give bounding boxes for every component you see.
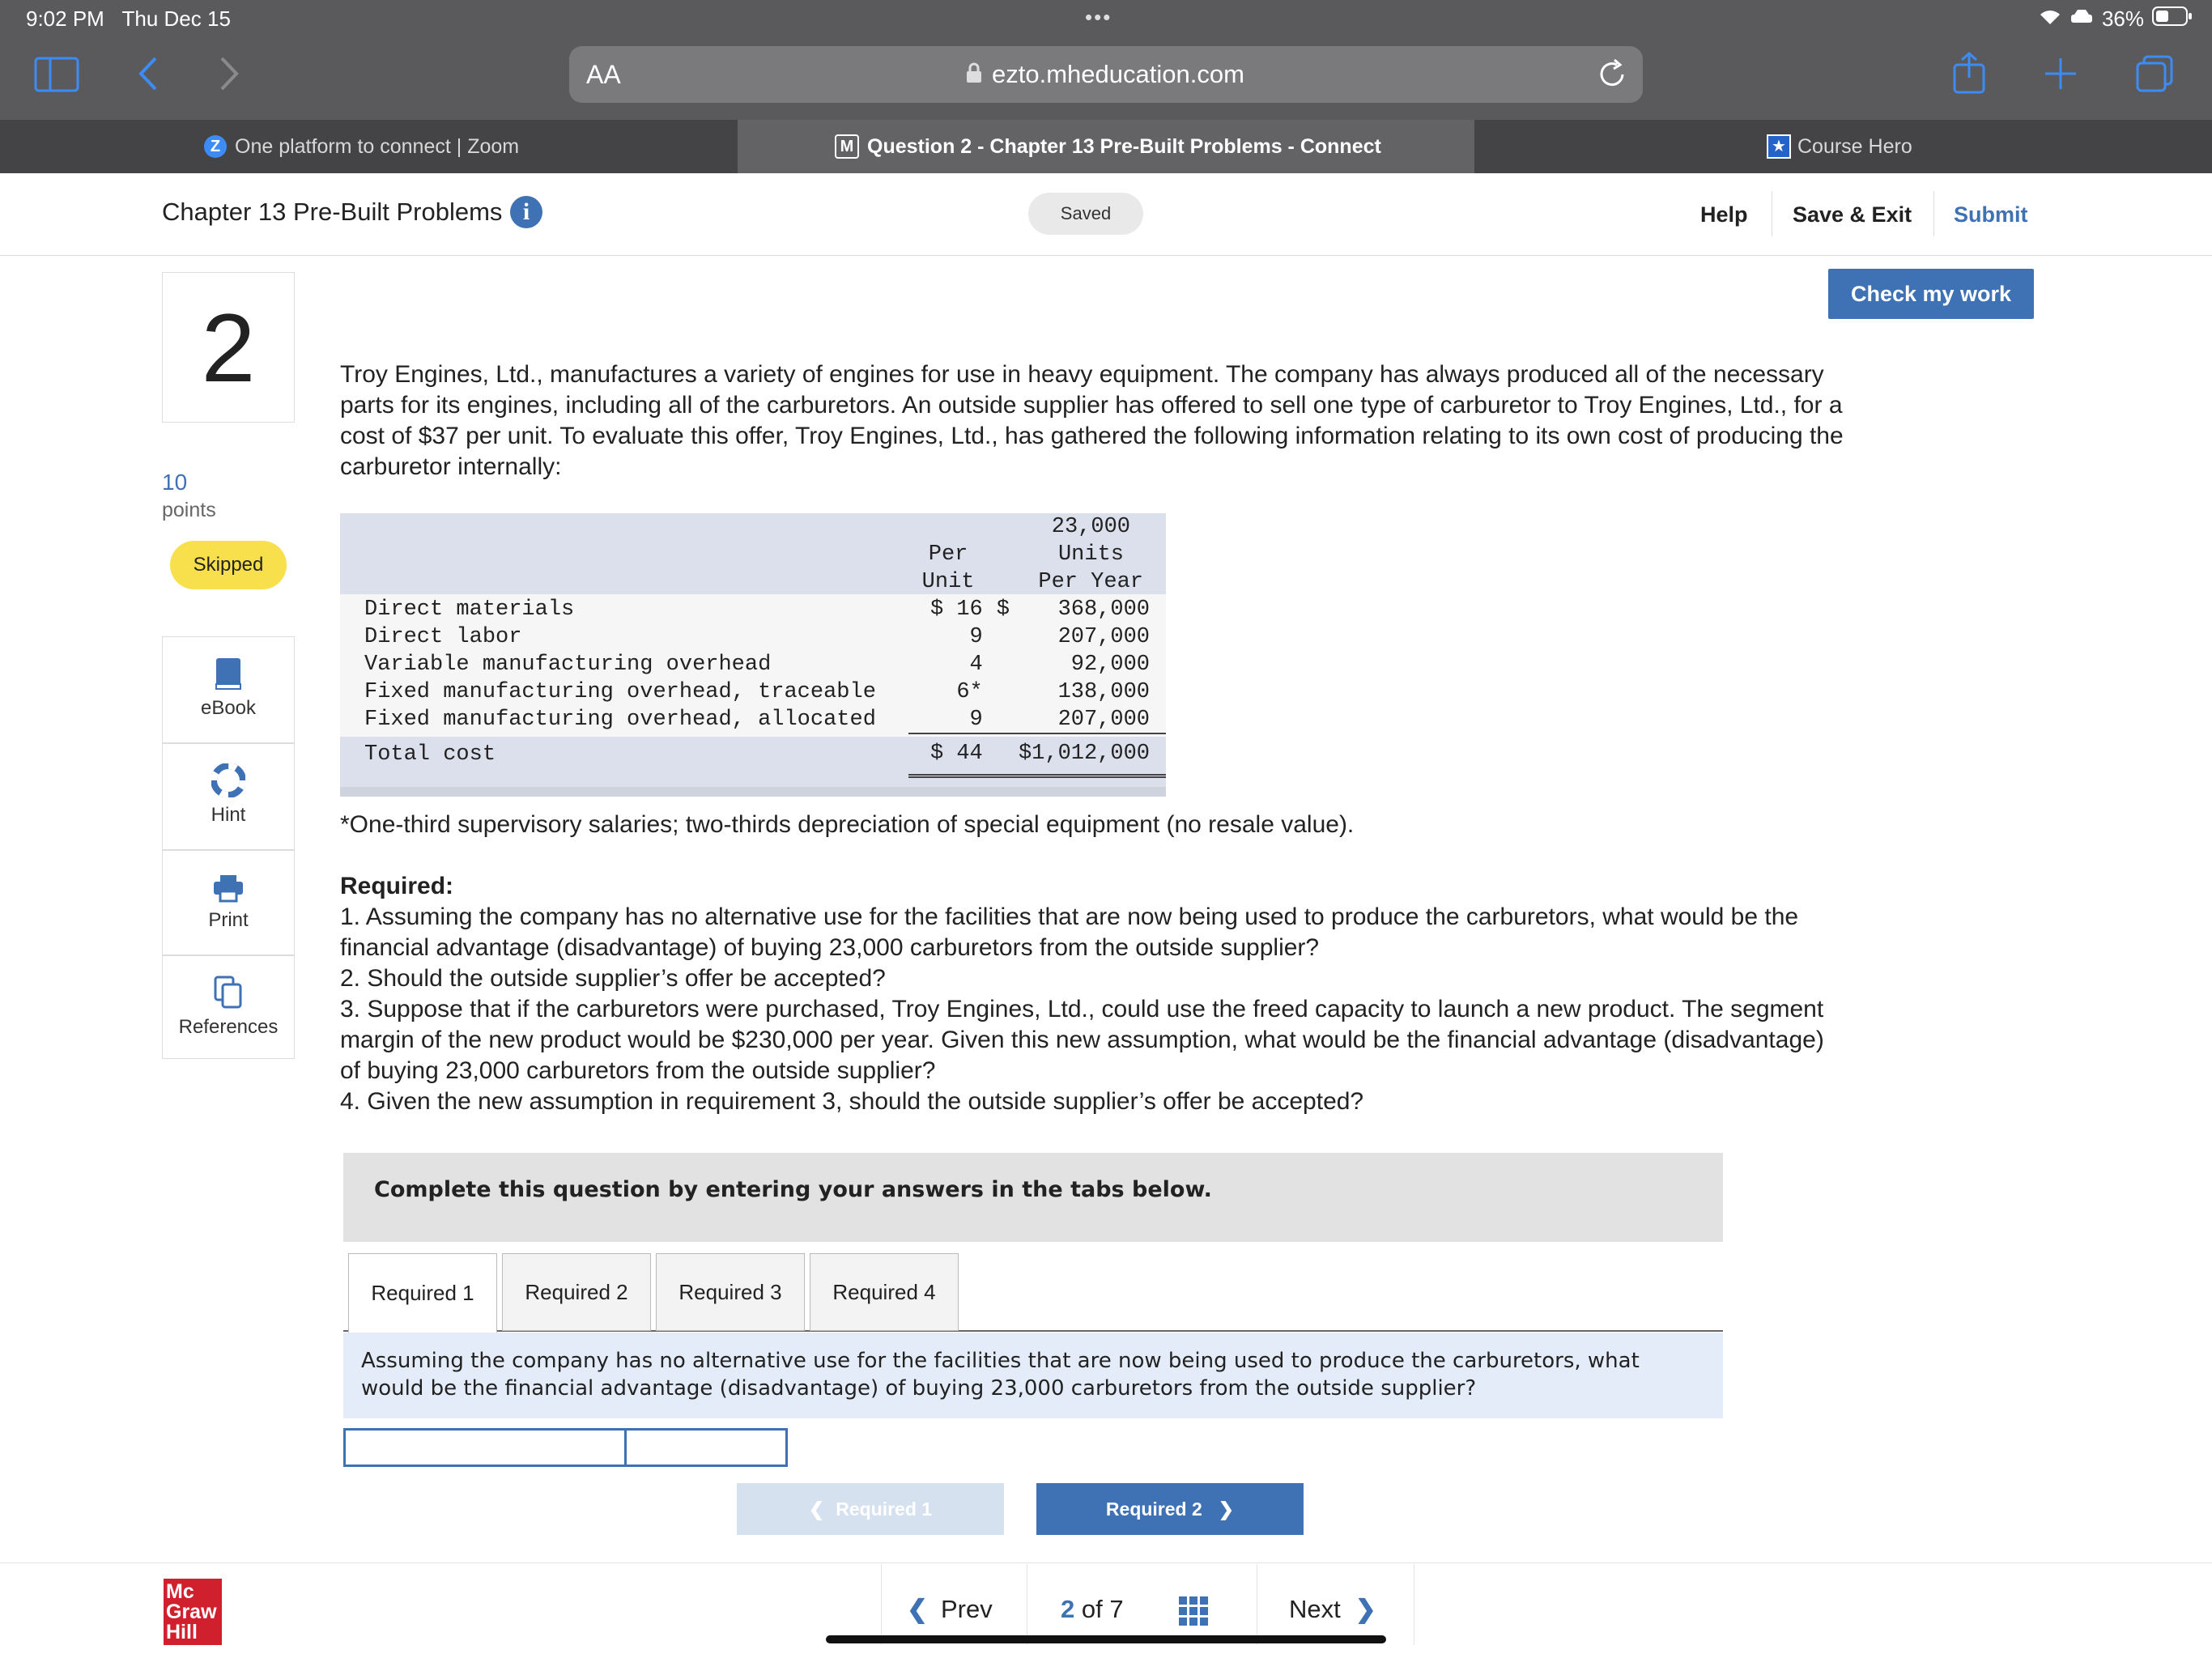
tab-course-hero[interactable]: [1475, 120, 2212, 173]
tab-required-4[interactable]: Required 4: [810, 1253, 959, 1331]
references-label: References: [178, 1016, 279, 1038]
prev-required-button[interactable]: ❮ Required 1: [737, 1483, 1004, 1535]
text-size-button[interactable]: AA: [586, 60, 621, 89]
footer-divider: [0, 1562, 2212, 1563]
question-number: 2: [162, 272, 295, 423]
wifi-icon: [2039, 6, 2061, 32]
hint-label: Hint: [211, 804, 246, 826]
ebook-label: eBook: [200, 697, 257, 719]
table-total-row: Total cost $ 44 $1,012,000: [340, 733, 1166, 776]
table-bottom-rule: [340, 787, 1166, 797]
status-indicators: [2039, 6, 2193, 32]
documents-icon: [214, 976, 243, 1010]
tab-label: Question 2 - Chapter 13 Pre-Built Problems - Connect: [867, 134, 1381, 158]
answer-label-input[interactable]: [343, 1428, 627, 1467]
mcgraw-hill-logo: Mc Graw Hill: [164, 1579, 222, 1645]
tab-zoom[interactable]: [0, 120, 737, 173]
instruction-text: Complete this question by entering your answers in the tabs below.: [374, 1177, 1212, 1202]
forward-icon[interactable]: [217, 55, 241, 96]
chevron-left-icon: ❮: [808, 1498, 825, 1520]
reload-icon[interactable]: [1597, 58, 1627, 95]
lifebuoy-icon: [211, 763, 245, 797]
table-row: Direct materials $ 16 $ 368,000: [364, 597, 1150, 622]
home-indicator[interactable]: [826, 1635, 1386, 1643]
table-row: Direct labor 9 207,000: [364, 625, 1150, 649]
table-footnote: *One-third supervisory salaries; two-thirds depreciation of special equipment (no resale value).: [340, 811, 1355, 838]
print-button[interactable]: [162, 850, 295, 955]
col-head-year-line1: 23,000: [1051, 515, 1130, 539]
skipped-badge: Skipped: [170, 541, 287, 589]
back-icon[interactable]: [136, 55, 160, 96]
col-head-year-line3: Per Year: [1038, 570, 1143, 594]
share-icon[interactable]: [1951, 52, 1987, 98]
points-label: points: [162, 499, 216, 521]
car-icon: [2069, 6, 2094, 32]
mcgraw-hill-m-icon: M: [835, 134, 859, 159]
prev-question-button[interactable]: ❮ Prev: [907, 1595, 993, 1623]
answer-amount-input[interactable]: [624, 1428, 788, 1467]
new-tab-icon[interactable]: [2044, 57, 2078, 95]
table-row: Fixed manufacturing overhead, traceable 6* 138,000: [364, 680, 1150, 704]
cost-table: [340, 513, 1166, 778]
prompt-text: Assuming the company has no alternative use for the facilities that are now being used to produce the carburetors, what would be the financial advantage (disadvantage) of buying 23,000 carburetors from the outside supplier?: [361, 1349, 1640, 1401]
battery-percent: 36%: [2101, 6, 2144, 31]
next-question-button[interactable]: Next ❯: [1289, 1595, 1376, 1623]
sidebar-toggle-icon[interactable]: [34, 57, 79, 96]
next-required-button[interactable]: Required 2 ❯: [1036, 1483, 1304, 1535]
print-label: Print: [208, 909, 249, 931]
chevron-right-icon: ❯: [1355, 1595, 1376, 1623]
table-row: Fixed manufacturing overhead, allocated 9 207,000: [340, 706, 1166, 733]
printer-icon: [212, 874, 245, 903]
page-indicator[interactable]: 2 of 7: [1061, 1595, 1124, 1623]
divider: [881, 1564, 882, 1645]
tab-label: One platform to connect | Zoom: [235, 134, 520, 158]
tab-required-2[interactable]: Required 2: [502, 1253, 651, 1331]
ebook-button[interactable]: [162, 636, 295, 743]
assignment-title: Chapter 13 Pre-Built Problems: [162, 198, 503, 226]
check-my-work-button[interactable]: Check my work: [1828, 269, 2034, 319]
tabs-overview-icon[interactable]: [2136, 55, 2173, 96]
tab-connect-question[interactable]: [738, 120, 1474, 173]
table-row: Variable manufacturing overhead 4 92,000: [364, 653, 1150, 677]
points-value: 10: [162, 470, 188, 495]
zoom-logo-icon: Z: [204, 135, 227, 158]
book-icon: [215, 657, 242, 691]
saved-indicator: Saved: [1028, 193, 1143, 235]
tab-required-1[interactable]: Required 1: [348, 1253, 497, 1333]
required-item-3: 3. Suppose that if the carburetors were purchased, Troy Engines, Ltd., could use the freed capacity to launch a new product. The segment margin of the new product would be $230,000 per year. Given this new assumption, what would be the financial advantage (disadvantage) of buying 23,000 carburetors from the outside supplier?: [340, 996, 1824, 1084]
divider: [1933, 191, 1934, 236]
course-hero-icon: ★: [1767, 134, 1791, 159]
save-exit-button[interactable]: Save & Exit: [1793, 202, 1912, 227]
tab-label: Course Hero: [1797, 134, 1912, 158]
url-text[interactable]: ezto.mheducation.com: [992, 60, 1244, 88]
required-item-2: 2. Should the outside supplier’s offer be accepted?: [340, 965, 886, 992]
col-head-unit-line1: Per: [928, 542, 968, 567]
required-item-4: 4. Given the new assumption in requirement 3, should the outside supplier’s offer be accepted?: [340, 1088, 1364, 1115]
problem-intro: Troy Engines, Ltd., manufactures a variety of engines for use in heavy equipment. The company has always produced all of the necessary parts for its engines, including all of the carburetors. An outside supplier has offered to sell one type of carburetor to Troy Engines, Ltd., for a cost of $37 per unit. To evaluate this offer, Troy Engines, Ltd., has gathered the following information relating to its own cost of producing the carburetor internally:: [340, 361, 1844, 480]
multitask-dots[interactable]: •••: [1085, 5, 1112, 29]
references-button[interactable]: [162, 955, 295, 1059]
required-item-1: 1. Assuming the company has no alternative use for the facilities that are now being used to produce the carburetors, what would be the financial advantage (disadvantage) of buying 23,000 carburetors from the outside supplier?: [340, 903, 1799, 961]
col-head-unit-line2: Unit: [921, 570, 975, 594]
chevron-left-icon: ❮: [907, 1595, 928, 1623]
submit-button[interactable]: Submit: [1954, 202, 2028, 227]
grid-icon[interactable]: [1179, 1596, 1208, 1630]
col-head-year-line2: Units: [1057, 542, 1124, 567]
chevron-right-icon: ❯: [1218, 1498, 1235, 1520]
hint-button[interactable]: [162, 743, 295, 850]
help-button[interactable]: Help: [1700, 202, 1748, 227]
battery-icon: [2152, 6, 2193, 32]
required-heading: Required:: [340, 873, 454, 899]
tab-required-3[interactable]: Required 3: [656, 1253, 805, 1331]
info-icon[interactable]: i: [510, 196, 542, 228]
status-time: 9:02 PM Thu Dec 15: [26, 6, 231, 31]
lock-icon: [965, 62, 983, 88]
